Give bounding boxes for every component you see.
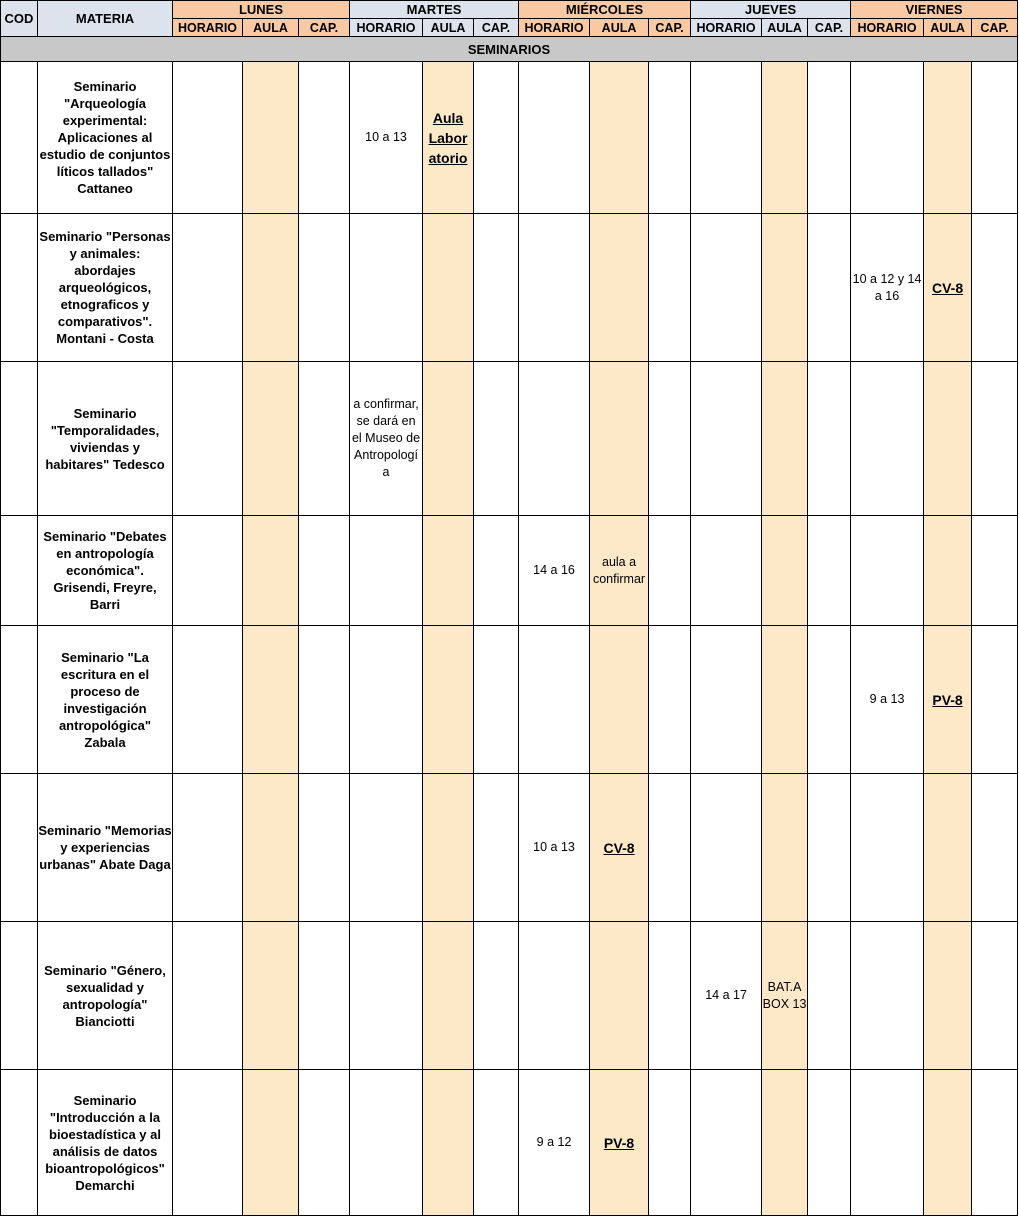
materia-cell: Seminario "Introducción a la bioestadística y al análisis de datos bioantropológicos" Demarchi — [38, 1070, 173, 1216]
lunes-horario-header: HORARIO — [173, 19, 243, 37]
martes-aula-header: AULA — [423, 19, 474, 37]
jueves-cap-header: CAP. — [808, 19, 851, 37]
miercoles-aula-cell: CV-8 — [590, 774, 649, 922]
table-row — [1, 1070, 1018, 1216]
cod-cell — [1, 214, 38, 362]
cod-cell — [1, 626, 38, 774]
table-row — [1, 626, 1018, 774]
day-header-miercoles: MIÉRCOLES — [519, 1, 691, 19]
day-header-martes: MARTES — [350, 1, 519, 19]
martes-cap-header: CAP. — [474, 19, 519, 37]
section-title: SEMINARIOS — [1, 37, 1018, 62]
miercoles-horario-cell: 14 a 16 — [519, 516, 590, 626]
cod-cell — [1, 774, 38, 922]
day-header-jueves: JUEVES — [691, 1, 851, 19]
jueves-horario-header: HORARIO — [691, 19, 762, 37]
table-row — [1, 922, 1018, 1070]
table-row — [1, 214, 1018, 362]
materia-cell: Seminario "Personas y animales: abordajes arqueológicos, etnograficos y comparativos". Montani - Costa — [38, 214, 173, 362]
table-row — [1, 62, 1018, 214]
lunes-cap-header: CAP. — [299, 19, 350, 37]
miercoles-aula-header: AULA — [590, 19, 649, 37]
cod-cell — [1, 362, 38, 516]
martes-horario-cell: a confirmar, se dará en el Museo de Antropologí a — [350, 362, 423, 516]
martes-horario-header: HORARIO — [350, 19, 423, 37]
cod-cell — [1, 516, 38, 626]
materia-header: MATERIA — [38, 1, 173, 37]
cod-header: COD — [1, 1, 38, 37]
materia-cell: Seminario "Temporalidades, viviendas y habitares" Tedesco — [38, 362, 173, 516]
miercoles-horario-cell: 10 a 13 — [519, 774, 590, 922]
viernes-horario-header: HORARIO — [851, 19, 924, 37]
materia-cell: Seminario "Arqueología experimental: Aplicaciones al estudio de conjuntos líticos tallados" Cattaneo — [38, 62, 173, 214]
martes-horario-cell: 10 a 13 — [350, 62, 423, 214]
miercoles-horario-cell: 9 a 12 — [519, 1070, 590, 1216]
materia-cell: Seminario "Memorias y experiencias urbanas" Abate Daga — [38, 774, 173, 922]
viernes-aula-cell: PV-8 — [924, 626, 972, 774]
day-header-lunes: LUNES — [173, 1, 350, 19]
cod-cell — [1, 62, 38, 214]
viernes-aula-header: AULA — [924, 19, 972, 37]
martes-aula-cell: Aula Labor atorio — [423, 62, 474, 214]
viernes-horario-cell: 9 a 13 — [851, 626, 924, 774]
cod-cell — [1, 922, 38, 1070]
jueves-horario-cell: 14 a 17 — [691, 922, 762, 1070]
viernes-aula-cell: CV-8 — [924, 214, 972, 362]
table-row — [1, 516, 1018, 626]
jueves-aula-cell: BAT.A BOX 13 — [762, 922, 808, 1070]
miercoles-aula-cell: aula a confirmar — [590, 516, 649, 626]
viernes-cap-header: CAP. — [972, 19, 1018, 37]
miercoles-cap-header: CAP. — [649, 19, 691, 37]
materia-cell: Seminario "La escritura en el proceso de investigación antropológica" Zabala — [38, 626, 173, 774]
table-row — [1, 774, 1018, 922]
day-header-viernes: VIERNES — [851, 1, 1018, 19]
table-row — [1, 362, 1018, 516]
miercoles-horario-header: HORARIO — [519, 19, 590, 37]
materia-cell: Seminario "Género, sexualidad y antropología" Bianciotti — [38, 922, 173, 1070]
cod-cell — [1, 1070, 38, 1216]
lunes-aula-header: AULA — [243, 19, 299, 37]
materia-cell: Seminario "Debates en antropología económica". Grisendi, Freyre, Barri — [38, 516, 173, 626]
jueves-aula-header: AULA — [762, 19, 808, 37]
viernes-horario-cell: 10 a 12 y 14 a 16 — [851, 214, 924, 362]
miercoles-aula-cell: PV-8 — [590, 1070, 649, 1216]
